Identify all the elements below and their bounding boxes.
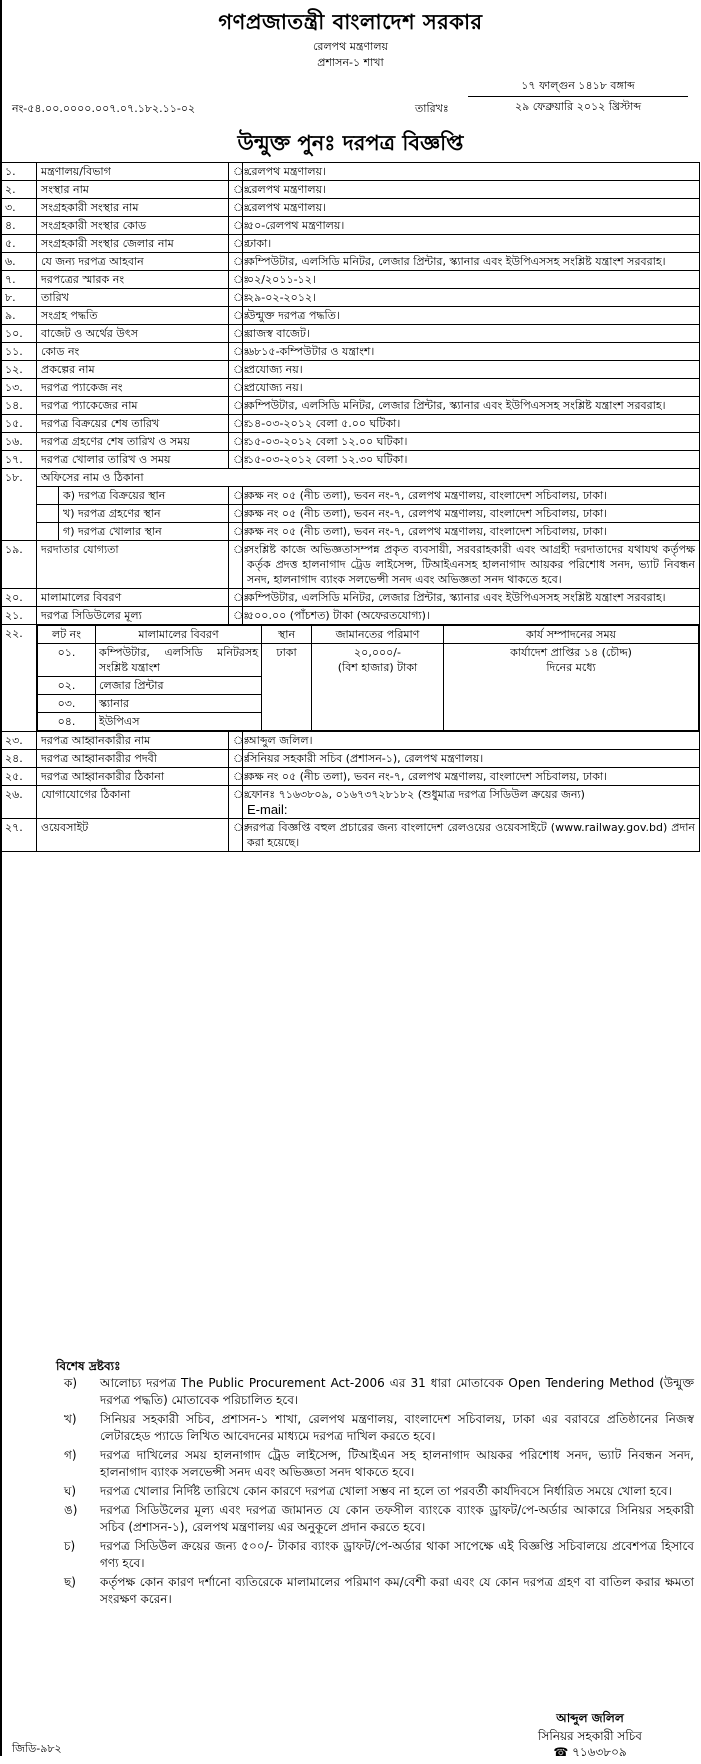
row-label: দরদাতার যোগ্যতা (37, 541, 229, 589)
row-number: ১৭. (1, 451, 37, 469)
date-box (468, 76, 688, 117)
row-label: সংগ্রহকারী সংস্থার জেলার নাম (37, 235, 229, 253)
table-row (1, 271, 700, 289)
row-number: ৪. (1, 217, 37, 235)
row-label: দরপত্র প্যাকেজ নং (37, 379, 229, 397)
table-row (1, 199, 700, 217)
lot-number: ০২. (38, 677, 96, 695)
lots-header: জামানতের পরিমাণ (312, 626, 444, 644)
note-item (64, 1483, 694, 1500)
row-label: সংগ্রহকারী সংস্থার কোড (37, 217, 229, 235)
colon-separator: ঃ (229, 487, 243, 505)
security-amount: ২০,০০০/- (354, 646, 401, 659)
colon-separator: ঃ (229, 732, 243, 750)
row-label: যোগাযোগের ঠিকানা (37, 786, 229, 819)
table-row (1, 768, 700, 786)
row-label: দরপত্র আহ্বানকারীর ঠিকানা (37, 768, 229, 786)
row-number: ৭. (1, 271, 37, 289)
sub-row-label: ক) দরপত্র বিক্রয়ের স্থান (59, 487, 229, 505)
note-text: দরপত্র সিডিউল ক্রয়ের জন্য ৫০০/- টাকার ব্যাংক ড্রাফট/পে-অর্ডার থাকা সাপেক্ষে এই বিজ্ঞপ্তি সচিবালয়ে প্রবেশপত্র হিসাবে গণ্য হবে। (100, 1539, 694, 1570)
row-label: ওয়েবসাইট (37, 819, 229, 852)
colon-separator: ঃ (229, 307, 243, 325)
signatory-designation: সিনিয়র সহকারী সচিব (538, 1729, 642, 1743)
table-row (1, 307, 700, 325)
table-row (1, 750, 700, 768)
colon-separator: ঃ (229, 181, 243, 199)
row-number: ৮. (1, 289, 37, 307)
note-text: দরপত্র খোলার নির্দিষ্ট তারিখে কোন কারণে দরপত্র খোলা সম্ভব না হলে তা পরবর্তী কার্যদিবসে নির্ধারিত সময়ে খোলা হবে। (100, 1484, 672, 1498)
colon-separator: ঃ (229, 750, 243, 768)
lots-header: স্থান (262, 626, 312, 644)
signatory-phone: ☎ ৭১৬৩৮০৯ (553, 1745, 627, 1759)
special-notes (56, 1358, 694, 1610)
row-label: দরপত্র বিক্রয়ের শেষ তারিখ (37, 415, 229, 433)
row-number: ৬. (1, 253, 37, 271)
sub-row-value: কক্ষ নং ০৫ (নীচ তলা), ভবন নং-৭, রেলপথ মন্ত্রণালয়, বাংলাদেশ সচিবালয়, ঢাকা। (243, 487, 700, 505)
row-number: ৫. (1, 235, 37, 253)
colon-separator: ঃ (229, 505, 243, 523)
row-value: কম্পিউটার, এলসিডি মনিটর, লেজার প্রিন্টার, স্ক্যানার এবং ইউপিএসসহ সংশ্লিষ্ট যন্ত্রাংশ সরবরাহ। (243, 397, 700, 415)
row-value: কম্পিউটার, এলসিডি মনিটর, লেজার প্রিন্টার, স্ক্যানার এবং ইউপিএসসহ সংশ্লিষ্ট যন্ত্রাংশ সরবরাহ। (243, 253, 700, 271)
row-label: বাজেট ও অর্থের উৎস (37, 325, 229, 343)
row-number: ৩. (1, 199, 37, 217)
row-label: সংগ্রহ পদ্ধতি (37, 307, 229, 325)
note-item (64, 1574, 694, 1608)
note-marker: চ) (64, 1539, 76, 1553)
signatory-name: আব্দুল জলিল (556, 1711, 624, 1725)
table-row (1, 541, 700, 589)
note-item (64, 1538, 694, 1572)
row-value: ০২/২০১১-১২। (243, 271, 700, 289)
indent-cell (37, 505, 59, 523)
completion-time-line-1: কার্যাদেশ প্রাপ্তির ১৪ (চৌদ্দ) (510, 646, 632, 659)
row-value: ৫০-রেলপথ মন্ত্রণালয়। (243, 217, 700, 235)
note-text: কর্তৃপক্ষ কোন কারণ দর্শানো ব্যতিরেকে মালামালের পরিমাণ কম/বেশী করা এবং যে কোন দরপত্র গ্রহণ বা বাতিল করার ক্ষমতা সংরক্ষণ করেন। (100, 1575, 694, 1606)
row-value: ঢাকা। (243, 235, 700, 253)
row-value: প্রযোজ্য নয়। (243, 361, 700, 379)
colon-separator: ঃ (229, 343, 243, 361)
row-label: যে জন্য দরপত্র আহবান (37, 253, 229, 271)
table-row (1, 397, 700, 415)
row-value: রাজস্ব বাজেট। (243, 325, 700, 343)
row-number: ৯. (1, 307, 37, 325)
note-marker: ঙ) (64, 1503, 78, 1517)
table-row (1, 325, 700, 343)
colon-separator: ঃ (229, 541, 243, 589)
row-value: ১৫-০৩-২০১২ বেলা ১২.৩০ ঘটিকা। (243, 451, 700, 469)
table-row (1, 343, 700, 361)
indent-cell (37, 523, 59, 541)
notes-heading: বিশেষ দ্রষ্টব্যঃ (56, 1359, 121, 1373)
date-bangla: ১৭ ফাল্গুন ১৪১৮ বঙ্গাব্দ (468, 76, 688, 97)
row-number: ২৭. (1, 819, 37, 852)
row-number: ২৩. (1, 732, 37, 750)
table-row (1, 235, 700, 253)
colon-separator: ঃ (229, 415, 243, 433)
lots-header: লট নং (38, 626, 96, 644)
footer-code: জিডি-৯৮২ (12, 1742, 62, 1755)
note-marker: ঘ) (64, 1484, 77, 1498)
lots-holder (37, 625, 700, 732)
row-label: দরপত্র সিডিউলের মূল্য (37, 607, 229, 625)
row-number: ১০. (1, 325, 37, 343)
government-name: গণপ্রজাতন্ত্রী বাংলাদেশ সরকার (218, 10, 483, 34)
row-value: সিনিয়র সহকারী সচিব (প্রশাসন-১), রেলপথ মন্ত্রণালয়। (243, 750, 700, 768)
row-value: ১৪-০৩-২০১২ বেলা ৫.০০ ঘটিকা। (243, 415, 700, 433)
row-value: প্রযোজ্য নয়। (243, 379, 700, 397)
notice-title: উন্মুক্ত পুনঃ দরপত্র বিজ্ঞপ্তি (237, 131, 464, 155)
row-value: ৬৮১৫-কম্পিউটার ও যন্ত্রাংশ। (243, 343, 700, 361)
lot-completion-time (444, 644, 699, 731)
table-row (1, 253, 700, 271)
note-text: আলোচ্য দরপত্র The Public Procurement Act-2006 এর 31 ধারা মোতাবেক Open Tendering Method (উন্মুক্ত দরপত্র পদ্ধতি) মোতাবেক পরিচালিত হবে। (100, 1376, 694, 1407)
row-label: দরপত্র খোলার তারিখ ও সময় (37, 451, 229, 469)
row-label: সংস্থার নাম (37, 181, 229, 199)
row-number: ১. (1, 163, 37, 181)
lot-place: ঢাকা (262, 644, 312, 731)
colon-separator: ঃ (229, 433, 243, 451)
row-label: অফিসের নাম ও ঠিকানা (37, 469, 700, 487)
lots-table (37, 625, 699, 731)
row-label: মালামালের বিবরণ (37, 589, 229, 607)
row-number: ২৬. (1, 786, 37, 819)
note-marker: খ) (64, 1412, 77, 1426)
lots-row (1, 625, 700, 732)
note-item (64, 1411, 694, 1445)
lot-description: স্ক্যানার (96, 695, 262, 713)
note-text: দরপত্র দাখিলের সময় হালনাগাদ ট্রেড লাইসেন্স, টিআইএন সহ হালনাগাদ আয়কর পরিশোধ সনদ, ভ্যাট নিবন্ধন সনদ, হালনাগাদ ব্যাংক সলভেন্সী সনদ এবং অভিজ্ঞতা সনদ থাকতে হবে। (100, 1448, 694, 1479)
table-row (1, 289, 700, 307)
colon-separator: ঃ (229, 451, 243, 469)
table-row (1, 505, 700, 523)
completion-time-line-2: দিনের মধ্যে (546, 661, 596, 674)
row-value: ১৫-০৩-২০১২ বেলা ১২.০০ ঘটিকা। (243, 433, 700, 451)
table-row (1, 523, 700, 541)
row-label: দরপত্র আহ্বানকারীর নাম (37, 732, 229, 750)
row-label: কোড নং (37, 343, 229, 361)
table-row (1, 415, 700, 433)
memo-number: নং-৫৪.০০.০০০০.০০৭.০৭.১৮২.১১-০২ (12, 102, 196, 115)
colon-separator: ঃ (229, 379, 243, 397)
lot-security (312, 644, 444, 731)
colon-separator: ঃ (229, 361, 243, 379)
row-value: ৫০০.০০ (পাঁচশত) টাকা (অফেরতযোগ্য)। (243, 607, 700, 625)
note-marker: গ) (64, 1448, 77, 1462)
row-number: ২০. (1, 589, 37, 607)
colon-separator: ঃ (229, 786, 243, 819)
lot-number: ০৪. (38, 713, 96, 731)
lot-number: ০১. (38, 644, 96, 677)
date-english: ২৯ ফেব্রুয়ারি ২০১২ খ্রিস্টাব্দ (514, 100, 642, 113)
table-row (1, 361, 700, 379)
row-value: রেলপথ মন্ত্রণালয়। (243, 199, 700, 217)
row-number: ১৫. (1, 415, 37, 433)
contact-phone: ফোনঃ ৭১৬৩৮০৯, ০১৬৭৩৭২৮১৮২ (শুধুমাত্র দরপত্র সিডিউল ক্রয়ের জন্য) (247, 788, 585, 801)
colon-separator: ঃ (229, 397, 243, 415)
table-row (1, 732, 700, 750)
row-value: উন্মুক্ত দরপত্র পদ্ধতি। (243, 307, 700, 325)
table-row (1, 607, 700, 625)
colon-separator: ঃ (229, 607, 243, 625)
row-label: দরপত্র প্যাকেজের নাম (37, 397, 229, 415)
colon-separator: ঃ (229, 199, 243, 217)
table-row (1, 589, 700, 607)
website-value: দরপত্র বিজ্ঞপ্তি বহুল প্রচারের জন্য বাংলাদেশ রেলওয়ের ওয়েবসাইটে (www.railway.gov.bd) প্রদান করা হয়েছে। (243, 819, 700, 852)
row-value: কম্পিউটার, এলসিডি মনিটর, লেজার প্রিন্টার, স্ক্যানার এবং ইউপিএসসহ সংশ্লিষ্ট যন্ত্রাংশ সরবরাহ। (243, 589, 700, 607)
row-label: মন্ত্রণালয়/বিভাগ (37, 163, 229, 181)
row-number: ২. (1, 181, 37, 199)
lot-number: ০৩. (38, 695, 96, 713)
row-label: দরপত্রের স্মারক নং (37, 271, 229, 289)
lot-description: লেজার প্রিন্টার (96, 677, 262, 695)
lots-header: কার্য সম্পাদনের সময় (444, 626, 699, 644)
colon-separator: ঃ (229, 253, 243, 271)
table-row (1, 163, 700, 181)
lot-description: ইউপিএস (96, 713, 262, 731)
row-label: দরপত্র আহ্বানকারীর পদবী (37, 750, 229, 768)
row-number: ১৪. (1, 397, 37, 415)
colon-separator: ঃ (229, 217, 243, 235)
sub-row-label: খ) দরপত্র গ্রহণের স্থান (59, 505, 229, 523)
ministry-name: রেলপথ মন্ত্রণালয় (312, 40, 389, 53)
row-number: ১১. (1, 343, 37, 361)
row-value: কক্ষ নং ০৫ (নীচ তলা), ভবন নং-৭, রেলপথ মন্ত্রণালয়, বাংলাদেশ সচিবালয়, ঢাকা। (243, 768, 700, 786)
wing-name: প্রশাসন-১ শাখা (317, 56, 384, 69)
row-number: ২২. (1, 625, 37, 732)
row-number: ১৯. (1, 541, 37, 589)
table-row (1, 181, 700, 199)
row-number: ১৩. (1, 379, 37, 397)
colon-separator: ঃ (229, 325, 243, 343)
note-text: দরপত্র সিডিউলের মূল্য এবং দরপত্র জামানত যে কোন তফসীল ব্যাংকে ব্যাংক ড্রাফট/পে-অর্ডার আকারে সিনিয়র সহকারী সচিব (প্রশাসন-১), রেলপথ মন্ত্রণালয় এর অনুকূলে প্রদান করতে হবে। (100, 1503, 694, 1534)
row-number: ১২. (1, 361, 37, 379)
table-row (1, 469, 700, 487)
table-row (1, 786, 700, 819)
colon-separator: ঃ (229, 271, 243, 289)
note-text: সিনিয়র সহকারী সচিব, প্রশাসন-১ শাখা, রেলপথ মন্ত্রণালয়, বাংলাদেশ সচিবালয়, ঢাকা এর বরাবরে প্রতিষ্ঠানের নিজস্ব লেটারহেড প্যাডে লিখিত আবেদনের মাধ্যমে দরপত্র দাখিল করতে হবে। (100, 1412, 694, 1443)
table-row (1, 819, 700, 852)
row-value: রেলপথ মন্ত্রণালয়। (243, 163, 700, 181)
colon-separator: ঃ (229, 819, 243, 852)
contact-value (243, 786, 700, 819)
note-marker: ক) (64, 1376, 78, 1390)
tender-details-table (0, 162, 700, 852)
sub-row-value: কক্ষ নং ০৫ (নীচ তলা), ভবন নং-৭, রেলপথ মন্ত্রণালয়, বাংলাদেশ সচিবালয়, ঢাকা। (243, 505, 700, 523)
row-number: ১৮. (1, 469, 37, 541)
note-item (64, 1502, 694, 1536)
colon-separator: ঃ (229, 235, 243, 253)
sub-row-value: কক্ষ নং ০৫ (নীচ তলা), ভবন নং-৭, রেলপথ মন্ত্রণালয়, বাংলাদেশ সচিবালয়, ঢাকা। (243, 523, 700, 541)
row-value: ২৯-০২-২০১২। (243, 289, 700, 307)
security-words: (বিশ হাজার) টাকা (337, 661, 418, 674)
date-label: তারিখঃ (415, 102, 449, 115)
note-item (64, 1375, 694, 1409)
colon-separator: ঃ (229, 768, 243, 786)
colon-separator: ঃ (229, 589, 243, 607)
row-label: সংগ্রহকারী সংস্থার নাম (37, 199, 229, 217)
lot-description: কম্পিউটার, এলসিডি মনিটরসহ সংশ্লিষ্ট যন্ত্রাংশ (96, 644, 262, 677)
lots-header: মালামালের বিবরণ (96, 626, 262, 644)
row-number: ২৫. (1, 768, 37, 786)
colon-separator: ঃ (229, 523, 243, 541)
table-row (1, 433, 700, 451)
sub-row-label: গ) দরপত্র খোলার স্থান (59, 523, 229, 541)
note-item (64, 1447, 694, 1481)
row-label: প্রকল্পের নাম (37, 361, 229, 379)
lot-row (38, 644, 699, 677)
row-value: রেলপথ মন্ত্রণালয়। (243, 181, 700, 199)
row-number: ১৬. (1, 433, 37, 451)
row-number: ২১. (1, 607, 37, 625)
row-label: দরপত্র গ্রহণের শেষ তারিখ ও সময় (37, 433, 229, 451)
row-label: তারিখ (37, 289, 229, 307)
colon-separator: ঃ (229, 163, 243, 181)
table-row (1, 487, 700, 505)
table-row (1, 451, 700, 469)
table-row (1, 217, 700, 235)
row-value: আব্দুল জলিল। (243, 732, 700, 750)
row-number: ২৪. (1, 750, 37, 768)
row-value: সংশ্লিষ্ট কাজে অভিজ্ঞতাসম্পন্ন প্রকৃত ব্যবসায়ী, সরবরাহকারী এবং আগ্রহী দরদাতাদের যথাযথ কর্তৃপক্ষ কর্তৃক প্রদত্ত হালনাগাদ ট্রেড লাইসেন্স, টিআইএনসহ হালনাগাদ আয়কর পরিশোধ সনদ, ভ্যাট নিবন্ধন সনদ, হালনাগাদ ব্যাংক সলভেন্সী সনদ এবং অভিজ্ঞতা সনদ থাকতে হবে। (243, 541, 700, 589)
indent-cell (37, 487, 59, 505)
note-marker: ছ) (64, 1575, 76, 1589)
contact-email-label: E-mail: (247, 802, 288, 817)
colon-separator: ঃ (229, 289, 243, 307)
table-row (1, 379, 700, 397)
